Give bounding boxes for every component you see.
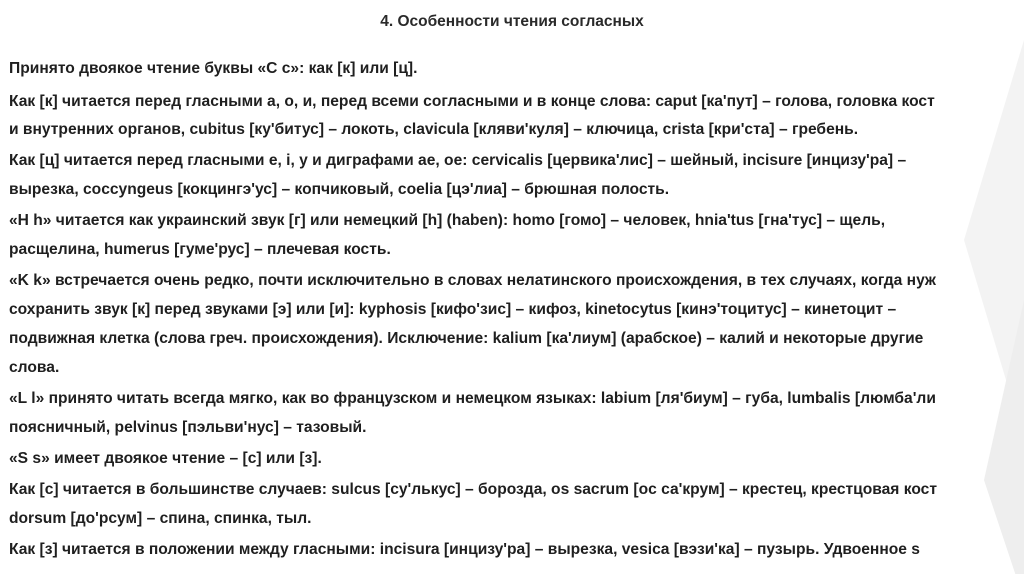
body-line: «H h» читается как украинский звук [г] или немецкий [h] (haben): homo [гомо] – человек, hnia'tus [гна'тус] – щель, xyxy=(9,212,886,229)
body-line: Как [c] читается в большинстве случаев: sulcus [су'лькус] – борозда, os sacrum [oc са'крум] – крестец, крестцовая кост xyxy=(9,481,937,498)
background-decoration xyxy=(984,300,1024,574)
body-line: сохранить звук [к] перед звуками [э] или [и]: kyphosis [кифо'зис] – кифоз, kinetocytus [кинэ'тоцитус] – кинетоцит – xyxy=(9,301,897,318)
body-line: «S s» имеет двоякое чтение – [c] или [з]. xyxy=(9,450,322,467)
body-line: Как [к] читается перед гласными а, о, и, перед всеми согласными и в конце слова: caput [ка'пут] – голова, головка кост xyxy=(9,93,935,110)
body-line: «L l» принято читать всегда мягко, как во французском и немецком языках: labium [ля'биум] – губа, lumbalis [люмба'ли xyxy=(9,390,936,407)
body-line: расщелина, humerus [гуме'рус] – плечевая кость. xyxy=(9,241,391,258)
body-line: и внутренних органов, cubitus [ку'битус] – локоть, clavicula [кляви'куля] – ключица, crista [кри'ста] – гребень. xyxy=(9,121,859,138)
slide-title: 4. Особенности чтения согласных xyxy=(380,13,644,30)
body-line: Принято двоякое чтение буквы «C c»: как [к] или [ц]. xyxy=(9,60,418,77)
body-line: Как [з] читается в положении между гласными: incisura [инцизу'ра] – вырезка, vesica [вэзи'ка] – пузырь. Удвоенное s xyxy=(9,541,920,558)
body-line: «K k» встречается очень редко, почти исключительно в словах нелатинского происхождения, в тех случаях, когда нуж xyxy=(9,272,936,289)
body-line: слова. xyxy=(9,359,60,376)
body-line: dorsum [до'рсум] – спина, спинка, тыл. xyxy=(9,510,312,527)
body-line: подвижная клетка (слова греч. происхождения). Исключение: kalium [ка'лиум] (арабское) – калий и некоторые другие xyxy=(9,330,924,347)
body-line: Как [ц] читается перед гласными е, i, y и диграфами ae, oe: cervicalis [цервика'лис] – шейный, incisure [инцизу'ра] – xyxy=(9,152,907,169)
body-line: поясничный, pelvinus [пэльви'нус] – тазовый. xyxy=(9,419,367,436)
body-line: вырезка, coccyngeus [кокцингэ'ус] – копчиковый, coelia [цэ'лиа] – брюшная полость. xyxy=(9,181,670,198)
